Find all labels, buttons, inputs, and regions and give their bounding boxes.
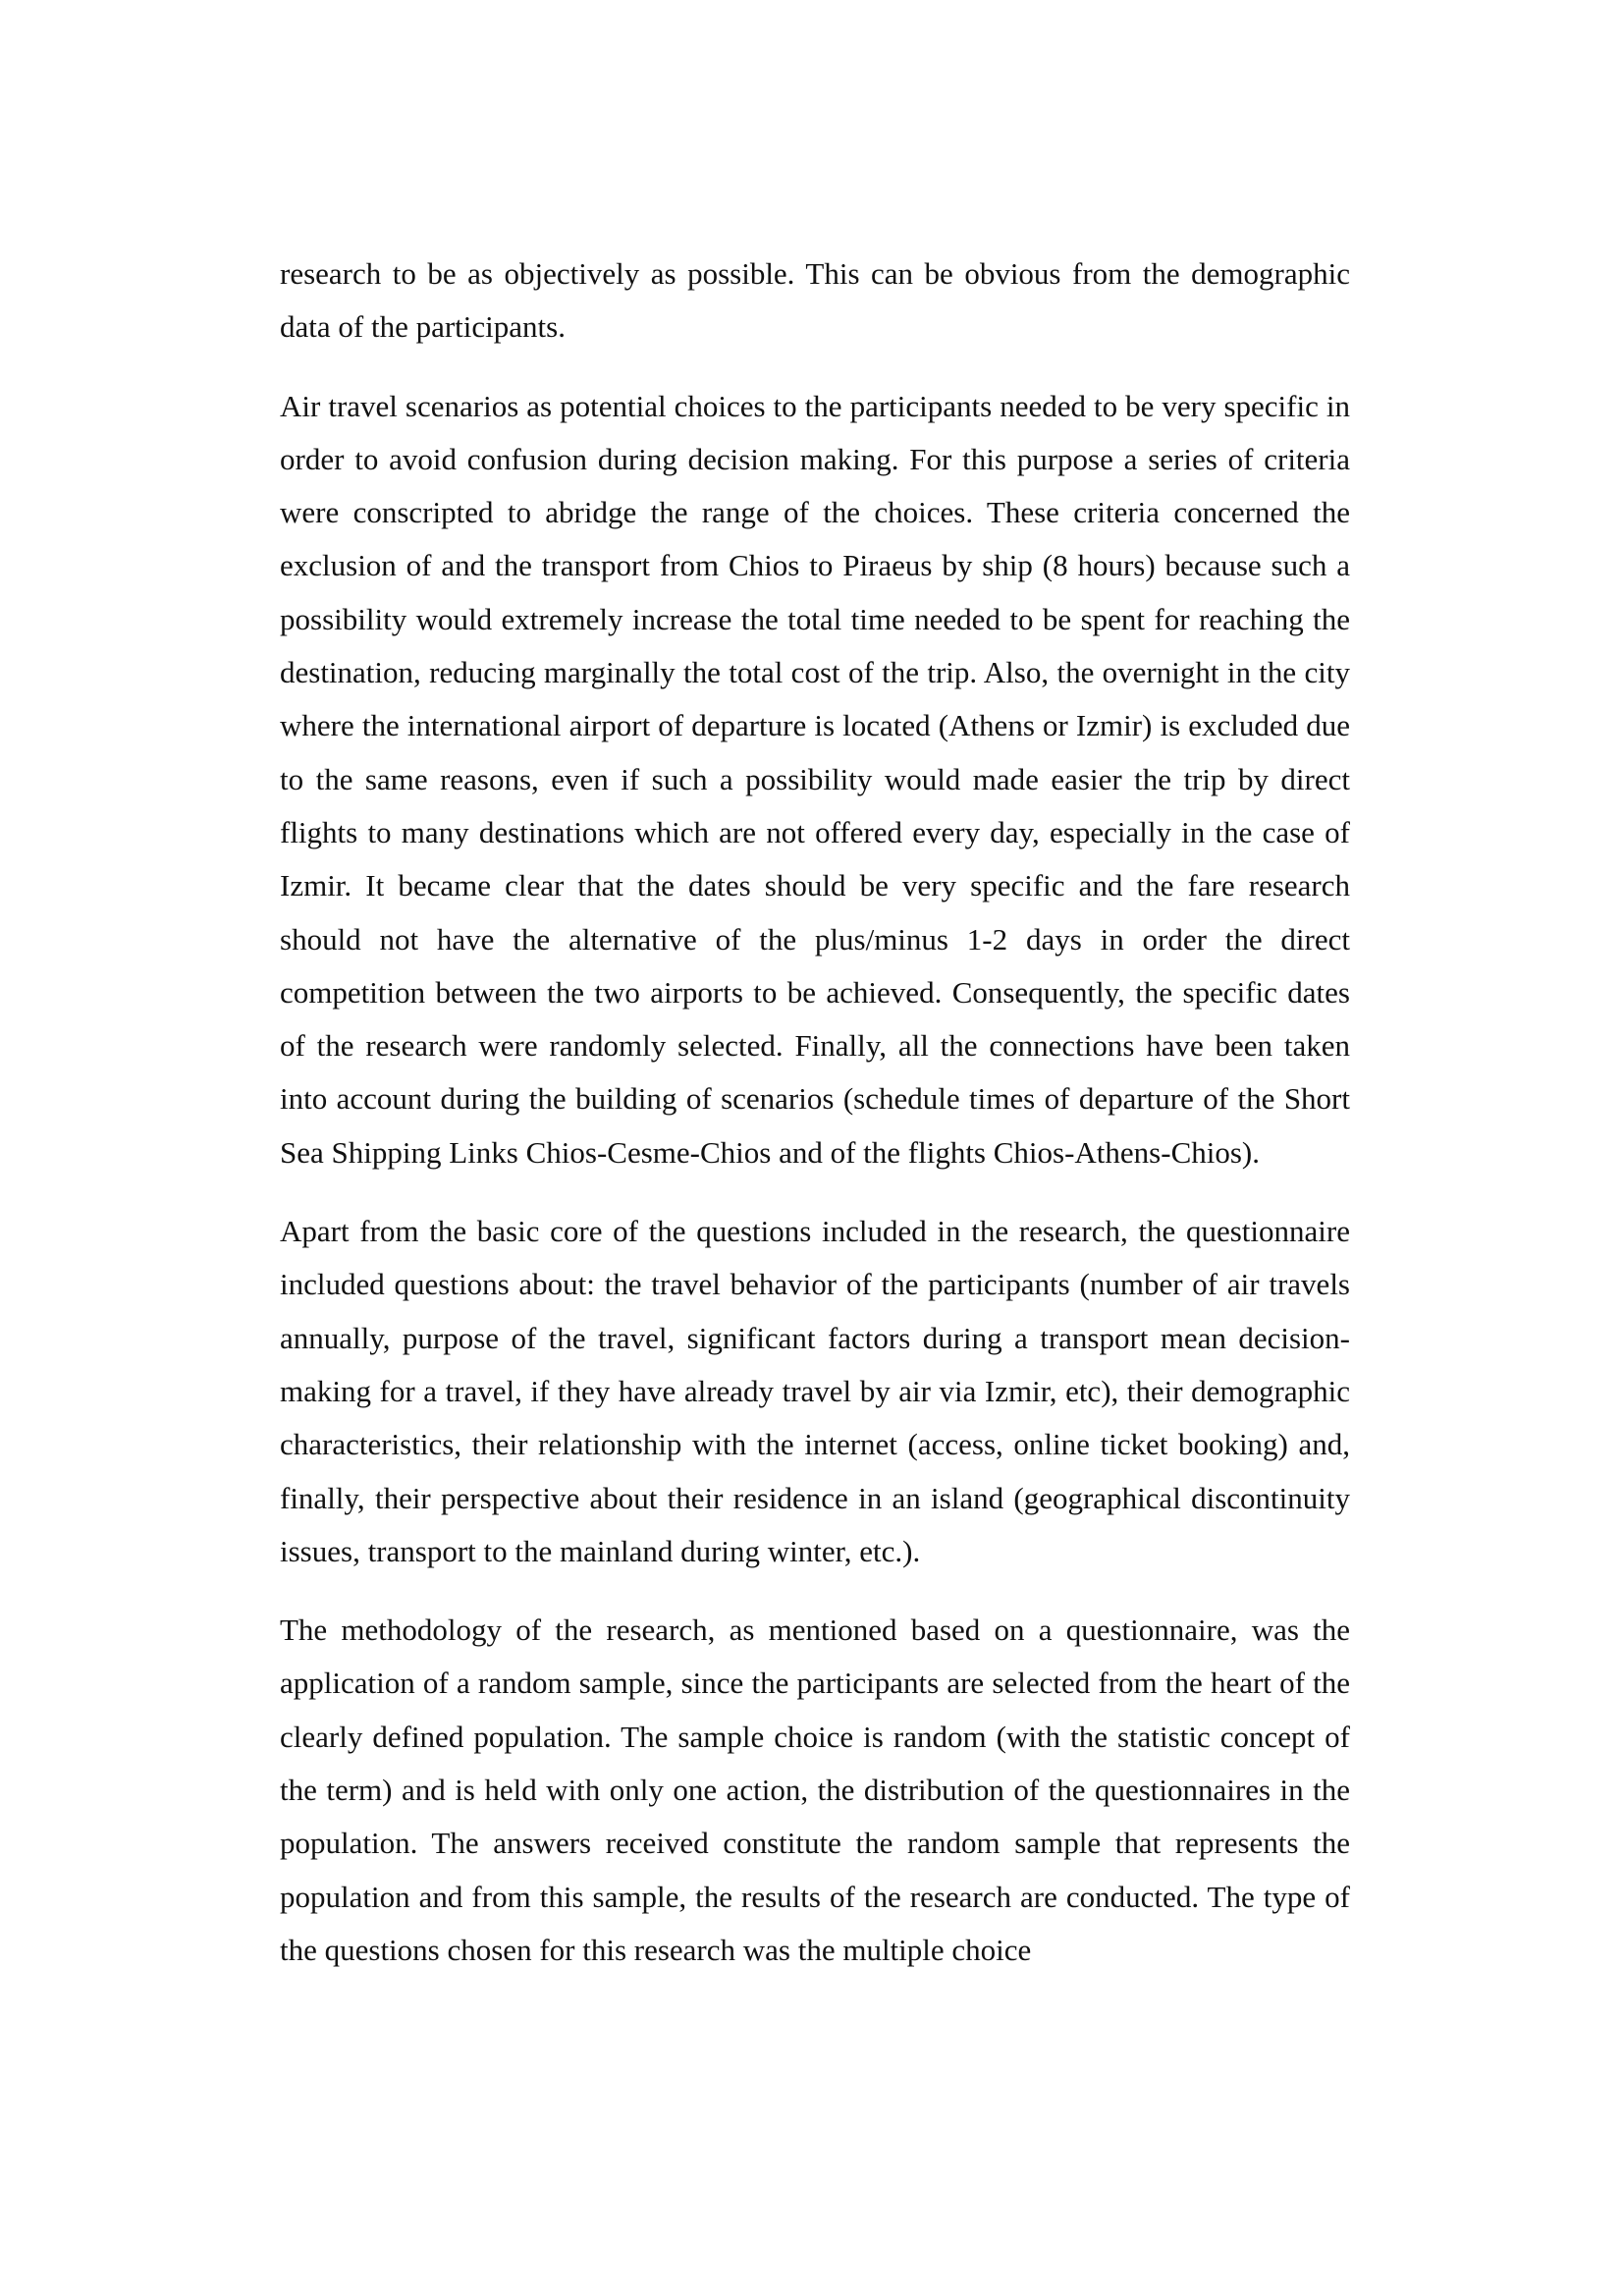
body-text (280, 247, 1350, 2002)
paragraph-3: Apart from the basic core of the questions included in the research, the questionnaire included questions about: the travel behavior of the participants (number of air travels annually, purpose of the travel, significant factors during a transport mean decision-making for a travel, if they have already travel by air via Izmir, etc), their demographic characteristics, their relationship with the internet (access, online ticket booking) and, finally, their perspective about their residence in an island (geographical discontinuity issues, transport to the mainland during winter, etc.). (280, 1214, 1350, 1568)
paragraph-1: research to be as objectively as possible. This can be obvious from the demographic data of the participants. (280, 256, 1350, 345)
paragraph-2: Air travel scenarios as potential choices to the participants needed to be very specific in order to avoid confusion during decision making. For this purpose a series of criteria were conscripted to abridge the range of the choices. These criteria concerned the exclusion of and the transport from Chios to Piraeus by ship (8 hours) because such a possibility would extremely increase the total time needed to be spent for reaching the destination, reducing marginally the total cost of the trip. Also, the overnight in the city where the international airport of departure is located (Athens or Izmir) is excluded due to the same reasons, even if such a possibility would made easier the trip by direct flights to many destinations which are not offered every day, especially in the case of Izmir. It became clear that the dates should be very specific and the fare research should not have the alternative of the plus/minus 1-2 days in order the direct competition between the two airports to be achieved. Consequently, the specific dates of the research were randomly selected. Finally, all the connections have been taken into account during the building of scenarios (schedule times of departure of the Short Sea Shipping Links Chios-Cesme-Chios and of the flights Chios-Athens-Chios). (280, 388, 1350, 1170)
paragraph-4: The methodology of the research, as mentioned based on a questionnaire, was the application of a random sample, since the participants are selected from the heart of the clearly defined population. The sample choice is random (with the statistic concept of the term) and is held with only one action, the distribution of the questionnaires in the population. The answers received constitute the random sample that represents the population and from this sample, the results of the research are conducted. The type of the questions chosen for this research was the multiple choice (280, 1613, 1350, 1967)
